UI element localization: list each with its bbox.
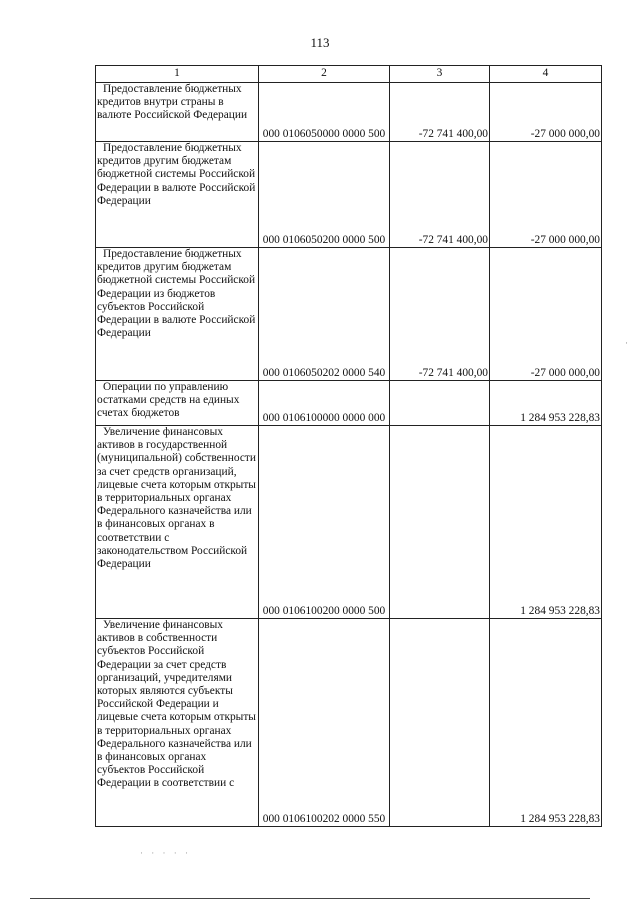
table-row xyxy=(96,248,602,381)
row-value-col4: -27 000 000,00 xyxy=(490,142,602,248)
row-value-col3: -72 741 400,00 xyxy=(390,83,490,142)
budget-sources-table xyxy=(95,65,602,827)
row-name-cell xyxy=(96,619,259,827)
table-row xyxy=(96,619,602,827)
row-value-col3 xyxy=(390,426,490,619)
row-name: Предоставление бюджетных кредитов другим бюджетам бюджетной системы Российской Федерации в валюте Российской Федерации xyxy=(97,142,256,207)
scan-artifact: · xyxy=(625,338,628,348)
table-header-row xyxy=(96,66,602,83)
table-row xyxy=(96,426,602,619)
page-number: 113 xyxy=(310,35,330,50)
table-row xyxy=(96,83,602,142)
row-code: 000 0106050000 0000 500 xyxy=(259,83,390,142)
row-value-col4: -27 000 000,00 xyxy=(490,83,602,142)
row-name-cell xyxy=(96,248,259,381)
row-name: Увеличение финансовых активов в собственности субъектов Российской Федерации за счет средств организаций, учредителями которых являются субъекты Российской Федерации и лицевые счета которым открыты в территориальных органах Федерального казначейства или в финансовых органах субъектов Российской Федерации в соответствии с xyxy=(97,619,256,790)
row-code: 000 0106050200 0000 500 xyxy=(259,142,390,248)
row-name-cell xyxy=(96,381,259,426)
row-name: Операции по управлению остатками средств на единых счетах бюджетов xyxy=(97,381,240,420)
row-value-col4: 1 284 953 228,83 xyxy=(490,619,602,827)
row-name: Предоставление бюджетных кредитов другим бюджетам бюджетной системы Российской Федерации из бюджетов субъектов Российской Федерации в валюте Российской Федерации xyxy=(97,248,256,340)
row-name: Увеличение финансовых активов в государственной (муниципальной) собственности за счет средств организаций, лицевые счета которым открыты в территориальных органах Федерального казначейства или в финансовых органах в соответствии с законодательством Российской Федерации xyxy=(97,426,256,571)
table-row xyxy=(96,142,602,248)
column-header: 4 xyxy=(490,66,602,83)
row-name-cell xyxy=(96,426,259,619)
row-value-col4: 1 284 953 228,83 xyxy=(490,381,602,426)
row-code: 000 0106100200 0000 500 xyxy=(259,426,390,619)
row-code: 000 0106050202 0000 540 xyxy=(259,248,390,381)
row-name-cell xyxy=(96,83,259,142)
row-value-col4: -27 000 000,00 xyxy=(490,248,602,381)
table-row xyxy=(96,381,602,426)
column-header: 2 xyxy=(259,66,390,83)
footer-rule xyxy=(30,898,590,899)
row-value-col4: 1 284 953 228,83 xyxy=(490,426,602,619)
row-value-col3 xyxy=(390,619,490,827)
row-value-col3: -72 741 400,00 xyxy=(390,248,490,381)
column-header: 1 xyxy=(96,66,259,83)
column-header: 3 xyxy=(390,66,490,83)
row-name-cell xyxy=(96,142,259,248)
row-code: 000 0106100000 0000 000 xyxy=(259,381,390,426)
row-name: Предоставление бюджетных кредитов внутри страны в валюте Российской Федерации xyxy=(97,83,248,122)
row-value-col3: -72 741 400,00 xyxy=(390,142,490,248)
scan-artifact: · · · · · xyxy=(140,848,191,858)
row-code: 000 0106100202 0000 550 xyxy=(259,619,390,827)
row-value-col3 xyxy=(390,381,490,426)
